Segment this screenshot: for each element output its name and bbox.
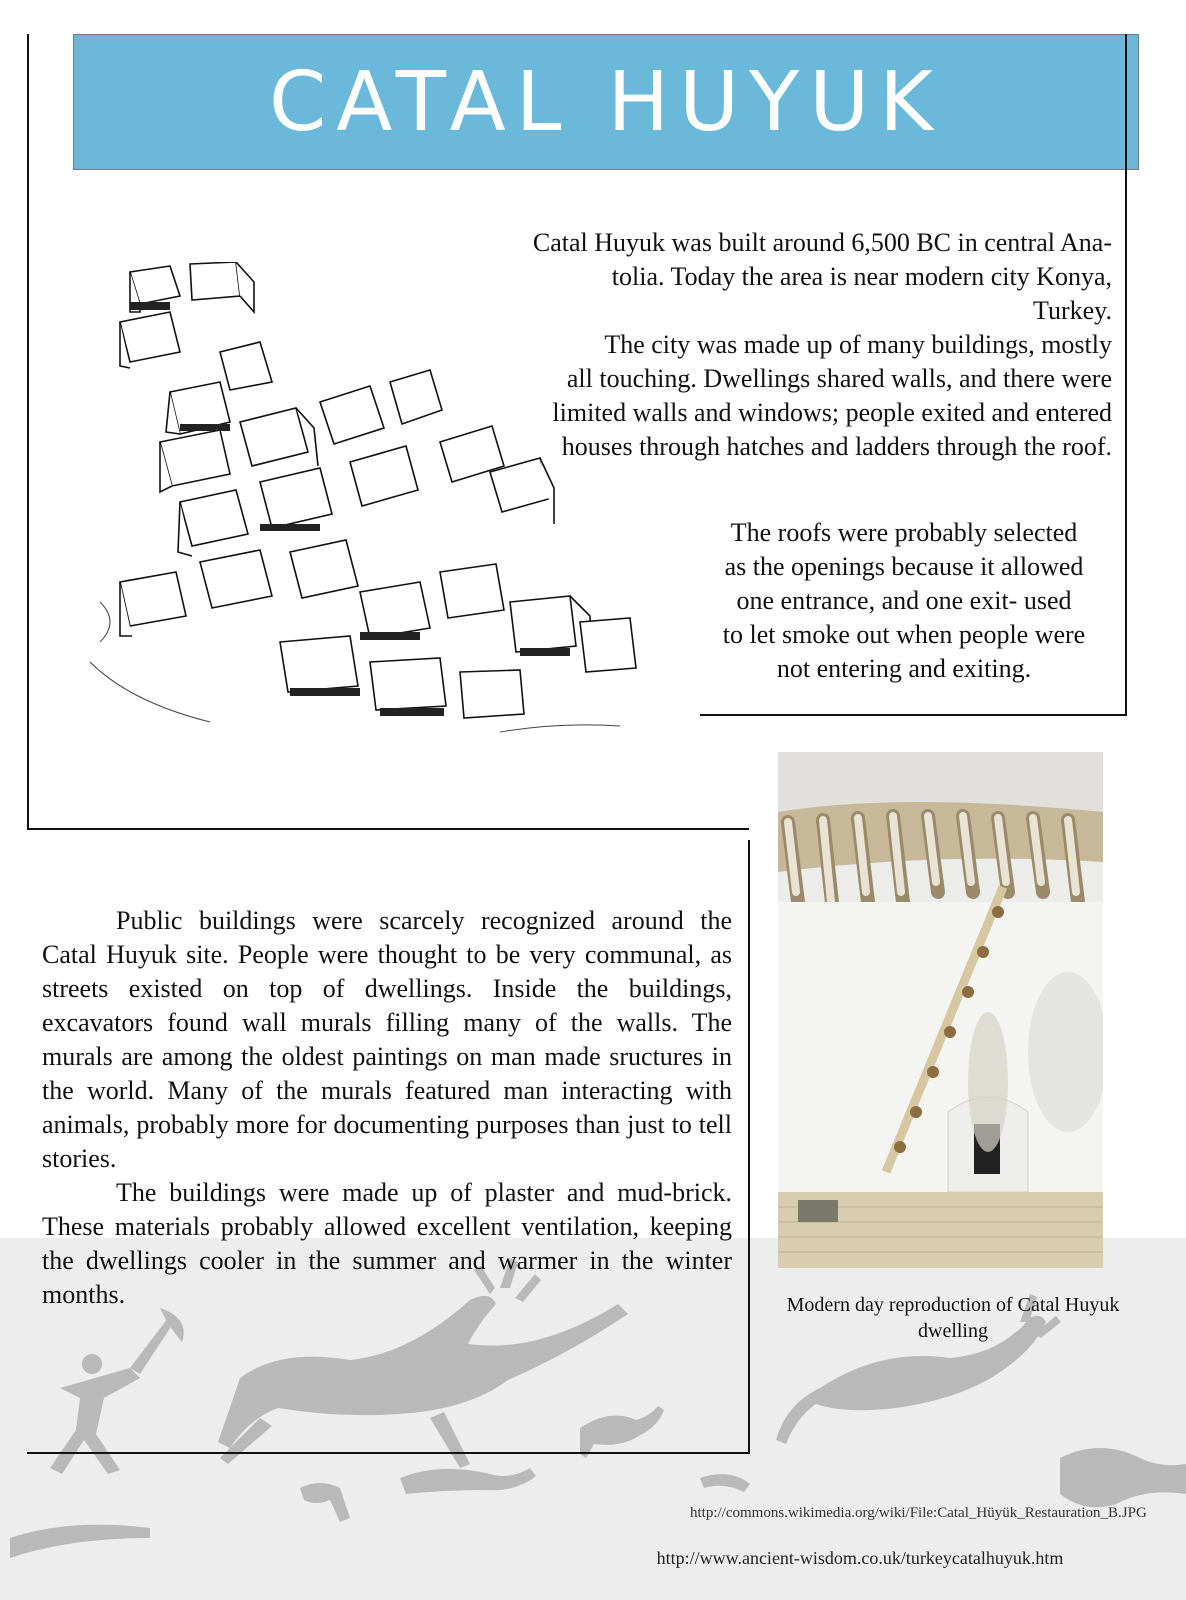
body-paragraph-public-buildings: Public buildings were scarcely recognized around the Catal Huyuk site. People were thought to be very communal, as streets existed on top of dwellings. Inside the buildings, excavators found wall murals filling many of the walls. The murals are among the oldest paintings on man made sructures in the world. Many of the murals featured man interacting with animals, probably more for documenting purposes than just to tell stories. — [42, 906, 732, 1173]
frame-bottom-line — [27, 1452, 750, 1454]
intro-line: The city was made up of many buildings, mostly — [604, 330, 1112, 359]
source-wikimedia: http://commons.wikimedia.org/wiki/File:Catal_Hüyük_Restauration_B.JPG — [690, 1505, 1147, 1521]
intro-line: Catal Huyuk was built around 6,500 BC in central Ana- — [532, 228, 1112, 257]
page-title: CATAL HUYUK — [268, 54, 944, 150]
intro-line: houses through hatches and ladders through the roof. — [561, 432, 1112, 461]
intro-paragraph — [400, 226, 1112, 464]
roofs-line: one entrance, and one exit- used — [736, 586, 1072, 615]
roofs-line: to let smoke out when people were — [722, 620, 1086, 649]
frame-top-bottom-line — [700, 714, 1127, 716]
frame-top-right-vertical — [1125, 34, 1127, 714]
intro-line: limited walls and windows; people exited and entered — [552, 398, 1112, 427]
intro-line: tolia. Today the area is near modern city Konya, — [611, 262, 1112, 291]
frame-middle-horizontal — [27, 828, 749, 830]
title-banner — [73, 34, 1139, 170]
frame-top-left-vertical — [27, 34, 29, 830]
roofs-line: not entering and exiting. — [776, 654, 1032, 683]
dwelling-photo — [778, 752, 1103, 1268]
source-ancient-wisdom: http://www.ancient-wisdom.co.uk/turkeycatalhuyuk.htm — [656, 1548, 1064, 1568]
photo-caption: Modern day reproduction of Catal Huyuk dwelling — [786, 1294, 1120, 1342]
body-text — [42, 904, 732, 1312]
intro-line: Turkey. — [1033, 296, 1112, 325]
frame-middle-vertical — [748, 840, 750, 1454]
body-paragraph-materials: The buildings were made up of plaster and mud-brick. These materials probably allowed excellent ventilation, keeping the dwellings cooler in the summer and warmer in the winter months. — [42, 1178, 732, 1309]
roofs-line: as the openings because it allowed — [724, 552, 1084, 581]
roofs-line: The roofs were probably selected — [730, 518, 1078, 547]
roofs-paragraph — [688, 516, 1120, 686]
intro-line: all touching. Dwellings shared walls, and there were — [566, 364, 1112, 393]
